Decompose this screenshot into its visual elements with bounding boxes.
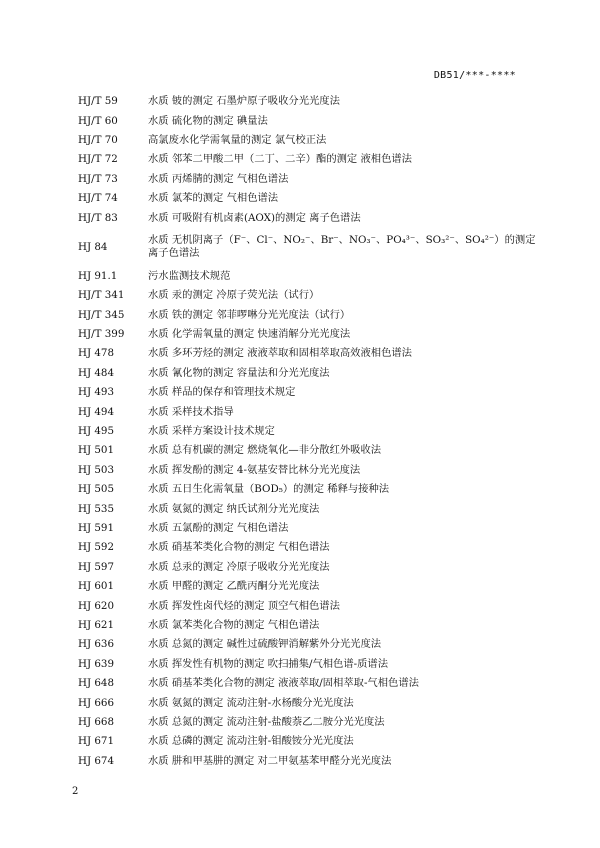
standard-row [78,208,548,227]
standard-code: HJ 597 [78,560,115,573]
standard-code: HJ 671 [78,735,115,748]
standard-row [78,538,548,557]
standard-code: HJ 674 [78,754,115,767]
standard-code: HJ/T 59 [78,95,118,108]
standard-title: 水质 挥发性有机物的测定 吹扫捕集/气相色谱-质谱法 [148,657,389,670]
standard-title: 水质 化学需氧量的测定 快速消解分光光度法 [148,328,351,341]
standard-row [78,364,548,383]
standard-title: 水质 氨氮的测定 流动注射-水杨酸分光光度法 [148,696,354,709]
standard-row [78,519,548,538]
standard-title: 水质 五日生化需氧量（BOD₅）的测定 稀释与接种法 [148,483,390,496]
standard-title: 水质 可吸附有机卤素(AOX)的测定 离子色谱法 [148,211,361,224]
standard-code: HJ 621 [78,618,115,631]
standard-row [78,499,548,518]
standard-row [78,655,548,674]
standard-code: HJ 535 [78,502,115,515]
standard-title: 水质 铍的测定 石墨炉原子吸收分光光度法 [148,95,340,108]
standard-code: HJ 639 [78,657,115,670]
standard-row [78,267,548,286]
standard-title: 水质 丙烯腈的测定 气相色谱法 [148,172,289,185]
standard-code: HJ 478 [78,347,115,360]
standard-title: 水质 汞的测定 冷原子荧光法（试行） [148,289,320,302]
standard-row [78,306,548,325]
standard-row [78,344,548,363]
standard-row [78,383,548,402]
standard-title: 污水监测技术规范 [148,269,231,282]
standard-title: 水质 甲醛的测定 乙酰丙酮分光光度法 [148,580,320,593]
standard-code: HJ 495 [78,425,115,438]
standard-code: HJ/T 72 [78,153,118,166]
standard-title: 水质 氰化物的测定 容量法和分光光度法 [148,366,330,379]
standard-row [78,131,548,150]
standard-title: 水质 样品的保存和管理技术规定 [148,386,296,399]
standard-code: HJ 484 [78,366,115,379]
standard-row [78,693,548,712]
standard-title: 水质 采样技术指导 [148,405,234,418]
standard-row [78,150,548,169]
standard-title: 水质 硝基苯类化合物的测定 气相色谱法 [148,541,330,554]
standard-code: HJ/T 341 [78,289,125,302]
standard-title: 水质 氯苯的测定 气相色谱法 [148,192,279,205]
standard-row [78,170,548,189]
standard-title: 水质 氯苯类化合物的测定 气相色谱法 [148,618,320,631]
standard-title: 水质 硝基苯类化合物的测定 液液萃取/固相萃取-气相色谱法 [148,677,419,690]
standard-row [78,577,548,596]
standard-title: 水质 多环芳烃的测定 液液萃取和固相萃取高效液相色谱法 [148,347,412,360]
standard-code: HJ 493 [78,386,115,399]
standard-code: HJ/T 70 [78,133,118,146]
standard-title: 水质 总汞的测定 冷原子吸收分光光度法 [148,560,330,573]
standard-title: 水质 总有机碳的测定 燃烧氧化—非分散红外吸收法 [148,444,382,457]
standard-row [78,713,548,732]
standard-code: HJ 666 [78,696,115,709]
standard-code: HJ/T 60 [78,114,118,127]
standard-title: 水质 五氯酚的测定 气相色谱法 [148,522,289,534]
standard-title: 水质 总磷的测定 流动注射-钼酸铵分光光度法 [148,735,354,748]
standard-code: HJ/T 74 [78,192,118,205]
standard-title: 水质 总氮的测定 流动注射-盐酸萘乙二胺分光光度法 [148,715,385,728]
standard-title: 水质 挥发性卤代烃的测定 顶空气相色谱法 [148,599,340,612]
standard-code: HJ/T 83 [78,211,118,224]
standard-code: HJ 501 [78,444,115,457]
standard-row [78,422,548,441]
standard-code: HJ 636 [78,638,115,651]
standard-row [78,189,548,208]
standard-title: 水质 挥发酚的测定 4-氨基安替比林分光光度法 [148,463,361,476]
standard-row [78,480,548,499]
standard-title: 水质 氨氮的测定 纳氏试剂分光光度法 [148,502,320,515]
standard-code: HJ/T 73 [78,172,118,185]
standard-code: HJ 648 [78,677,115,690]
standard-title: 水质 总氮的测定 碱性过硫酸钾消解紫外分光光度法 [148,638,382,651]
standard-code: HJ 620 [78,599,115,612]
standard-code: HJ 91.1 [78,269,118,282]
standard-code: HJ 494 [78,405,115,418]
standard-code: HJ/T 399 [78,328,125,341]
standard-code: HJ/T 345 [78,308,125,321]
standard-code: HJ 503 [78,463,115,476]
standard-title: 水质 硫化物的测定 碘量法 [148,114,268,127]
standard-code: HJ 84 [78,240,108,253]
standard-title: 水质 邻苯二甲酸二甲（二丁、二辛）酯的测定 液相色谱法 [148,153,412,166]
standard-code: HJ 591 [78,522,115,534]
standard-row [78,441,548,460]
standard-title: 水质 肼和甲基肼的测定 对二甲氨基苯甲醛分光光度法 [148,754,392,767]
standard-code: HJ 592 [78,541,115,554]
standard-row [78,616,548,635]
standard-code: HJ 505 [78,483,115,496]
standard-title: 高氯废水化学需氧量的测定 氯气校正法 [148,133,327,146]
standard-row [78,228,548,267]
standard-row [78,752,548,771]
standard-row [78,674,548,693]
standard-row [78,732,548,751]
standard-row [78,325,548,344]
standard-row [78,92,548,111]
standard-row [78,635,548,654]
document-code: DB51/***-**** [433,70,516,81]
standard-title: 水质 无机阴离子（F⁻、Cl⁻、NO₂⁻、Br⁻、NO₃⁻、PO₄³⁻、SO₃²⁻、SO₄²⁻）的测定 离子色谱法 [148,234,536,260]
standard-title: 水质 采样方案设计技术规定 [148,425,275,438]
standard-title: 水质 铁的测定 邻菲啰啉分光光度法（试行） [148,308,351,321]
standard-row [78,286,548,305]
page-number: 2 [72,786,79,797]
standard-row [78,596,548,615]
standard-row [78,558,548,577]
standard-code: HJ 668 [78,715,115,728]
standard-row [78,402,548,421]
standard-row [78,461,548,480]
standard-row [78,111,548,130]
standard-code: HJ 601 [78,580,115,593]
standards-list [78,92,548,771]
